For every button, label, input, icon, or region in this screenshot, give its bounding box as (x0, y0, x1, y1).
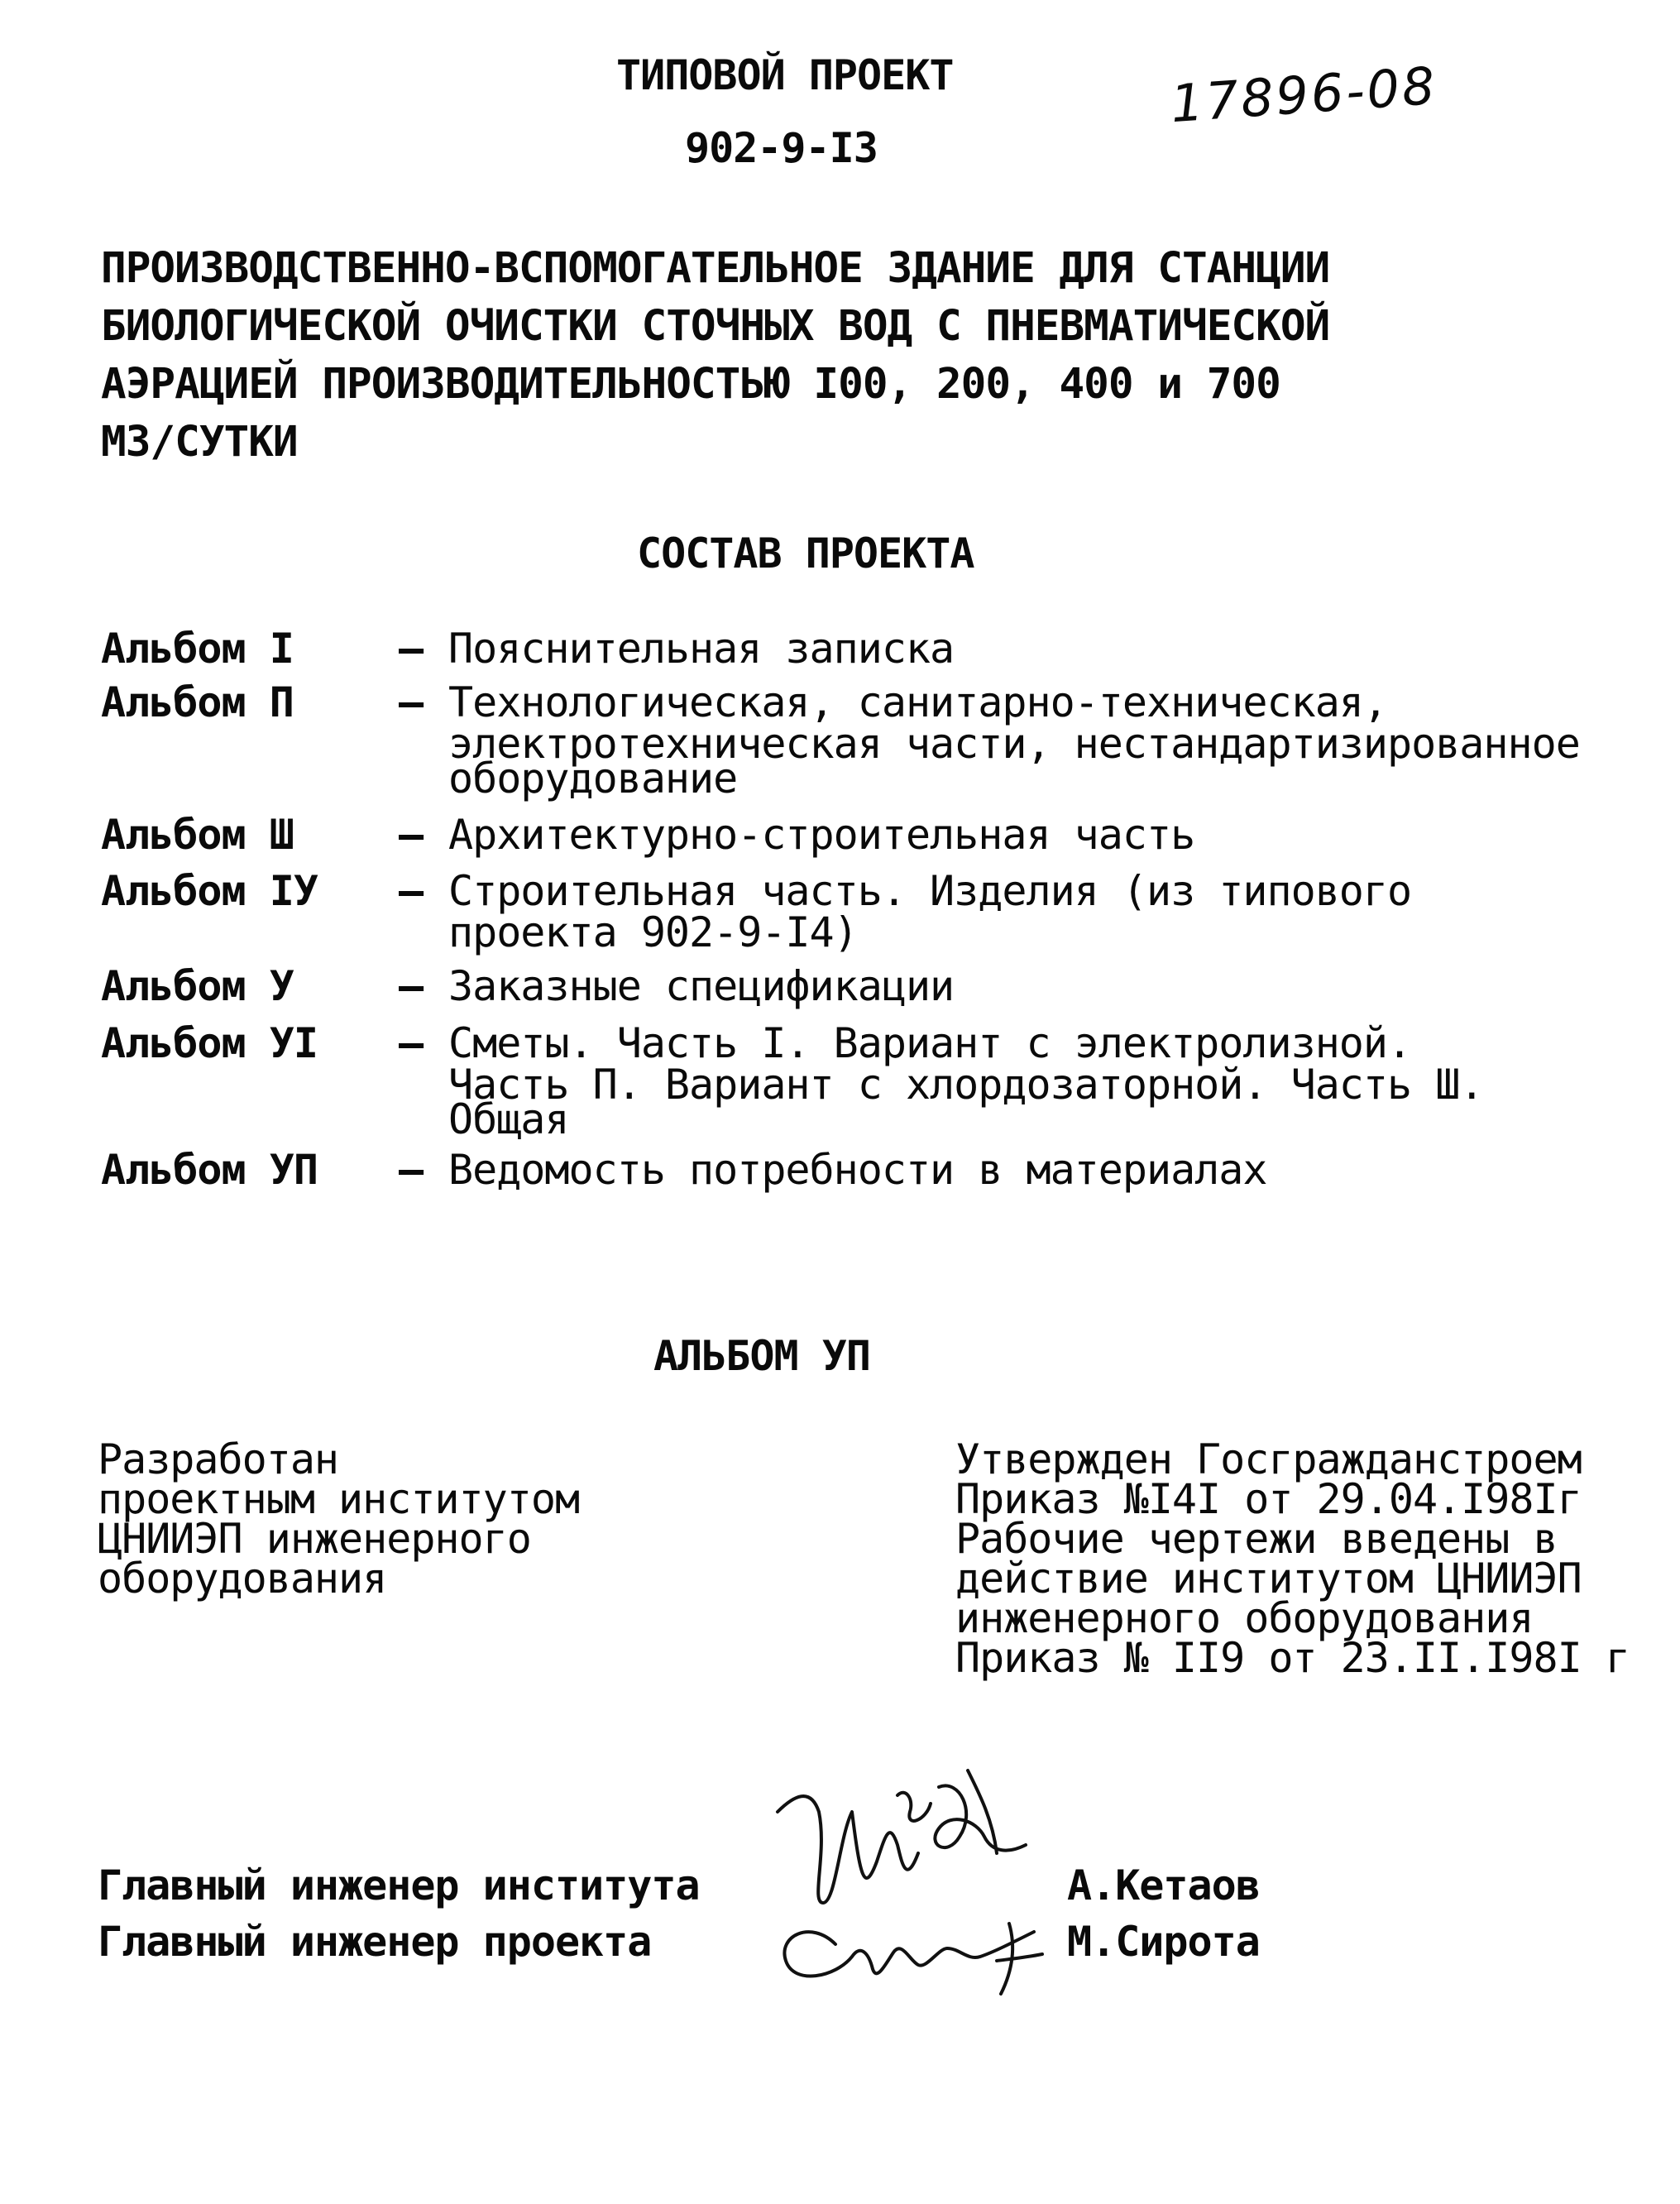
album-heading: АЛЬБОМ УП (653, 1332, 870, 1380)
handwritten-archive-number: 17896-08 (1168, 55, 1439, 135)
developer-line: ЦНИИЭП инженерного (98, 1515, 531, 1563)
album-label: Альбом УП (101, 1146, 318, 1194)
developer-line: проектным институтом (98, 1475, 580, 1523)
dash: – (399, 867, 424, 915)
developer-block (98, 1435, 580, 1603)
album-description (448, 962, 954, 1010)
album-description-line: Заказные спецификации (448, 962, 955, 1010)
approval-line: Рабочие чертежи введены в (955, 1515, 1558, 1563)
dash: – (399, 678, 424, 726)
approval-line: Приказ №I4I от 29.04.I98Iг (955, 1475, 1582, 1523)
album-description (448, 625, 954, 673)
album-description-line: Часть П. Вариант с хлордозаторной. Часть Ш. (448, 1061, 1484, 1109)
album-description-line: проекта 902-9-I4) (448, 908, 858, 956)
handwritten-signature (761, 1762, 1075, 2002)
approval-block (955, 1435, 1630, 1682)
dash: – (399, 962, 424, 1010)
signatory-role: Главный инженер института (98, 1861, 700, 1909)
album-description (448, 1146, 1267, 1194)
album-label: Альбом I (101, 625, 294, 673)
album-description (448, 1019, 1484, 1143)
album-description-line: электротехническая части, нестандартизированное (448, 720, 1580, 768)
dash: – (399, 1146, 424, 1194)
signatory-role: Главный инженер проекта (98, 1918, 652, 1966)
signatory-name: А.Кетаов (1067, 1861, 1260, 1909)
title-line: АЭРАЦИЕЙ ПРОИЗВОДИТЕЛЬНОСТЬЮ I00, 200, 400 и 700 (101, 360, 1280, 409)
album-label: Альбом IУ (101, 867, 318, 915)
album-description-line: Строительная часть. Изделия (из типового (448, 867, 1412, 915)
album-description-line: Сметы. Часть I. Вариант с электролизной. (448, 1019, 1412, 1067)
developer-line: Разработан (98, 1435, 339, 1483)
album-description-line: Пояснительная записка (448, 625, 955, 673)
approval-line: инженерного оборудования (955, 1594, 1534, 1642)
album-description-line: Общая (448, 1095, 569, 1143)
title-line: М3/СУТКИ (101, 418, 298, 467)
project-number: 902-9-I3 (685, 124, 878, 172)
album-label: Альбом УI (101, 1019, 318, 1067)
approval-line: Приказ № II9 от 23.II.I98I г (955, 1634, 1630, 1682)
approval-line: действие институтом ЦНИИЭП (955, 1555, 1582, 1603)
contents-heading: СОСТАВ ПРОЕКТА (637, 529, 974, 577)
album-description-line: Технологическая, санитарно-техническая, (448, 678, 1387, 726)
album-description-line: Архитектурно-строительная часть (448, 811, 1195, 859)
album-description (448, 678, 1580, 803)
album-label: Альбом П (101, 678, 294, 726)
signatory-name: М.Сирота (1067, 1918, 1260, 1966)
album-description (448, 811, 1194, 859)
album-description (448, 867, 1412, 956)
document-type: ТИПОВОЙ ПРОЕКТ (616, 51, 954, 99)
album-label: Альбом Ш (101, 811, 294, 859)
album-description-line: Ведомость потребности в материалах (448, 1146, 1267, 1194)
approval-line: Утвержден Госгражданстроем (955, 1435, 1582, 1483)
dash: – (399, 625, 424, 673)
project-title (101, 240, 1329, 472)
developer-line: оборудования (98, 1555, 387, 1603)
album-description-line: оборудование (448, 755, 738, 803)
title-line: ПРОИЗВОДСТВЕННО-ВСПОМОГАТЕЛЬНОЕ ЗДАНИЕ ДЛЯ СТАНЦИИ (101, 244, 1330, 293)
dash: – (399, 1019, 424, 1067)
title-line: БИОЛОГИЧЕСКОЙ ОЧИСТКИ СТОЧНЫХ ВОД С ПНЕВМАТИЧЕСКОЙ (101, 302, 1330, 351)
dash: – (399, 811, 424, 859)
album-label: Альбом У (101, 962, 294, 1010)
